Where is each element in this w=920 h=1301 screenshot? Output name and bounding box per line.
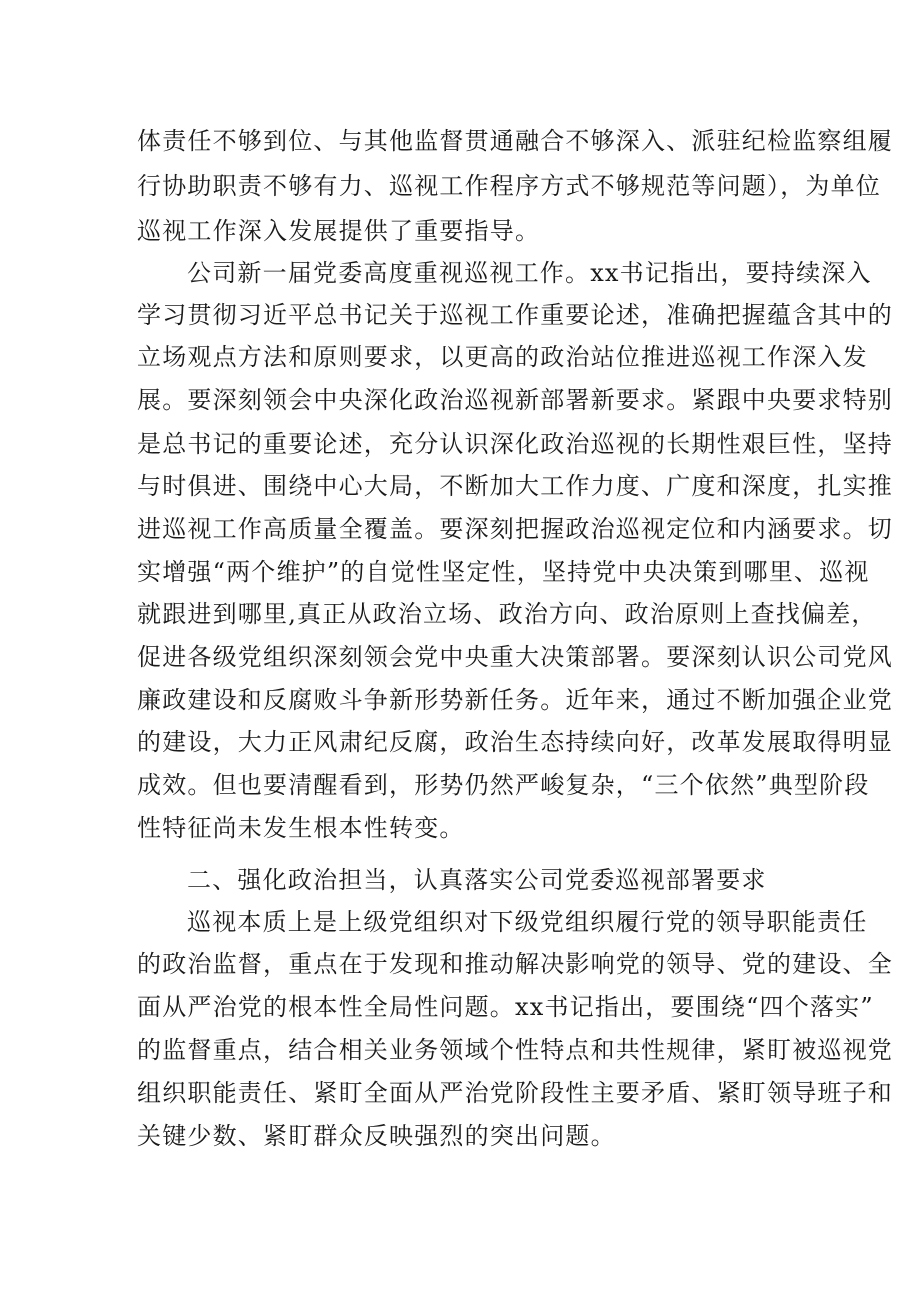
text-line: 组织职能责任、紧盯全面从严治党阶段性主要矛盾、紧盯领导班子和 bbox=[137, 1079, 893, 1107]
text-line: 体责任不够到位、与其他监督贯通融合不够深入、派驻纪检监察组履 bbox=[137, 127, 893, 155]
text-line: 学习贯彻习近平总书记关于巡视工作重要论述，准确把握蕴含其中的 bbox=[137, 301, 893, 329]
text-line: 的建设，大力正风肃纪反腐，政治生态持续向好，改革发展取得明显 bbox=[137, 728, 893, 756]
section-heading: 二、强化政治担当，认真落实公司党委巡视部署要求 bbox=[187, 866, 767, 894]
text-line: 性特征尚未发生根本性转变。 bbox=[137, 814, 465, 842]
text-line: 的政治监督，重点在于发现和推动解决影响党的领导、党的建设、全 bbox=[137, 950, 893, 978]
text-line: 的监督重点，结合相关业务领域个性特点和共性规律，紧盯被巡视党 bbox=[137, 1036, 893, 1064]
text-line: 是总书记的重要论述，充分认识深化政治巡视的长期性艰巨性，坚持 bbox=[137, 430, 893, 458]
text-line: 实增强“两个维护”的自觉性坚定性，坚持党中央决策到哪里、巡视 bbox=[137, 558, 870, 586]
text-line: 与时俱进、围绕中心大局，不断加大工作力度、广度和深度，扎实推 bbox=[137, 472, 893, 500]
text-line: 行协助职责不够有力、巡视工作程序方式不够规范等问题），为单位 bbox=[137, 172, 881, 200]
text-line: 廉政建设和反腐败斗争新形势新任务。近年来，通过不断加强企业党 bbox=[137, 686, 893, 714]
text-line: 进巡视工作高质量全覆盖。要深刻把握政治巡视定位和内涵要求。切 bbox=[137, 515, 893, 543]
text-line: 展。要深刻领会中央深化政治巡视新部署新要求。紧跟中央要求特别 bbox=[137, 386, 893, 414]
text-line: 公司新一届党委高度重视巡视工作。xx书记指出，要持续深入 bbox=[187, 259, 872, 287]
text-line: 关键少数、紧盯群众反映强烈的突出问题。 bbox=[137, 1122, 616, 1150]
text-line: 促进各级党组织深刻领会党中央重大决策部署。要深刻认识公司党风 bbox=[137, 643, 893, 671]
text-line: 巡视工作深入发展提供了重要指导。 bbox=[137, 217, 541, 245]
text-line: 立场观点方法和原则要求，以更高的政治站位推进巡视工作深入发 bbox=[137, 343, 868, 371]
text-line: 就跟进到哪里,真正从政治立场、政治方向、政治原则上查找偏差， bbox=[137, 600, 877, 628]
text-line: 成效。但也要清醒看到，形势仍然严峻复杂，“三个依然”典型阶段 bbox=[137, 771, 870, 799]
text-line: 面从严治党的根本性全局性问题。xx书记指出，要围绕“四个落实” bbox=[137, 993, 874, 1021]
text-line: 巡视本质上是上级党组织对下级党组织履行党的领导职能责任 bbox=[187, 908, 868, 936]
